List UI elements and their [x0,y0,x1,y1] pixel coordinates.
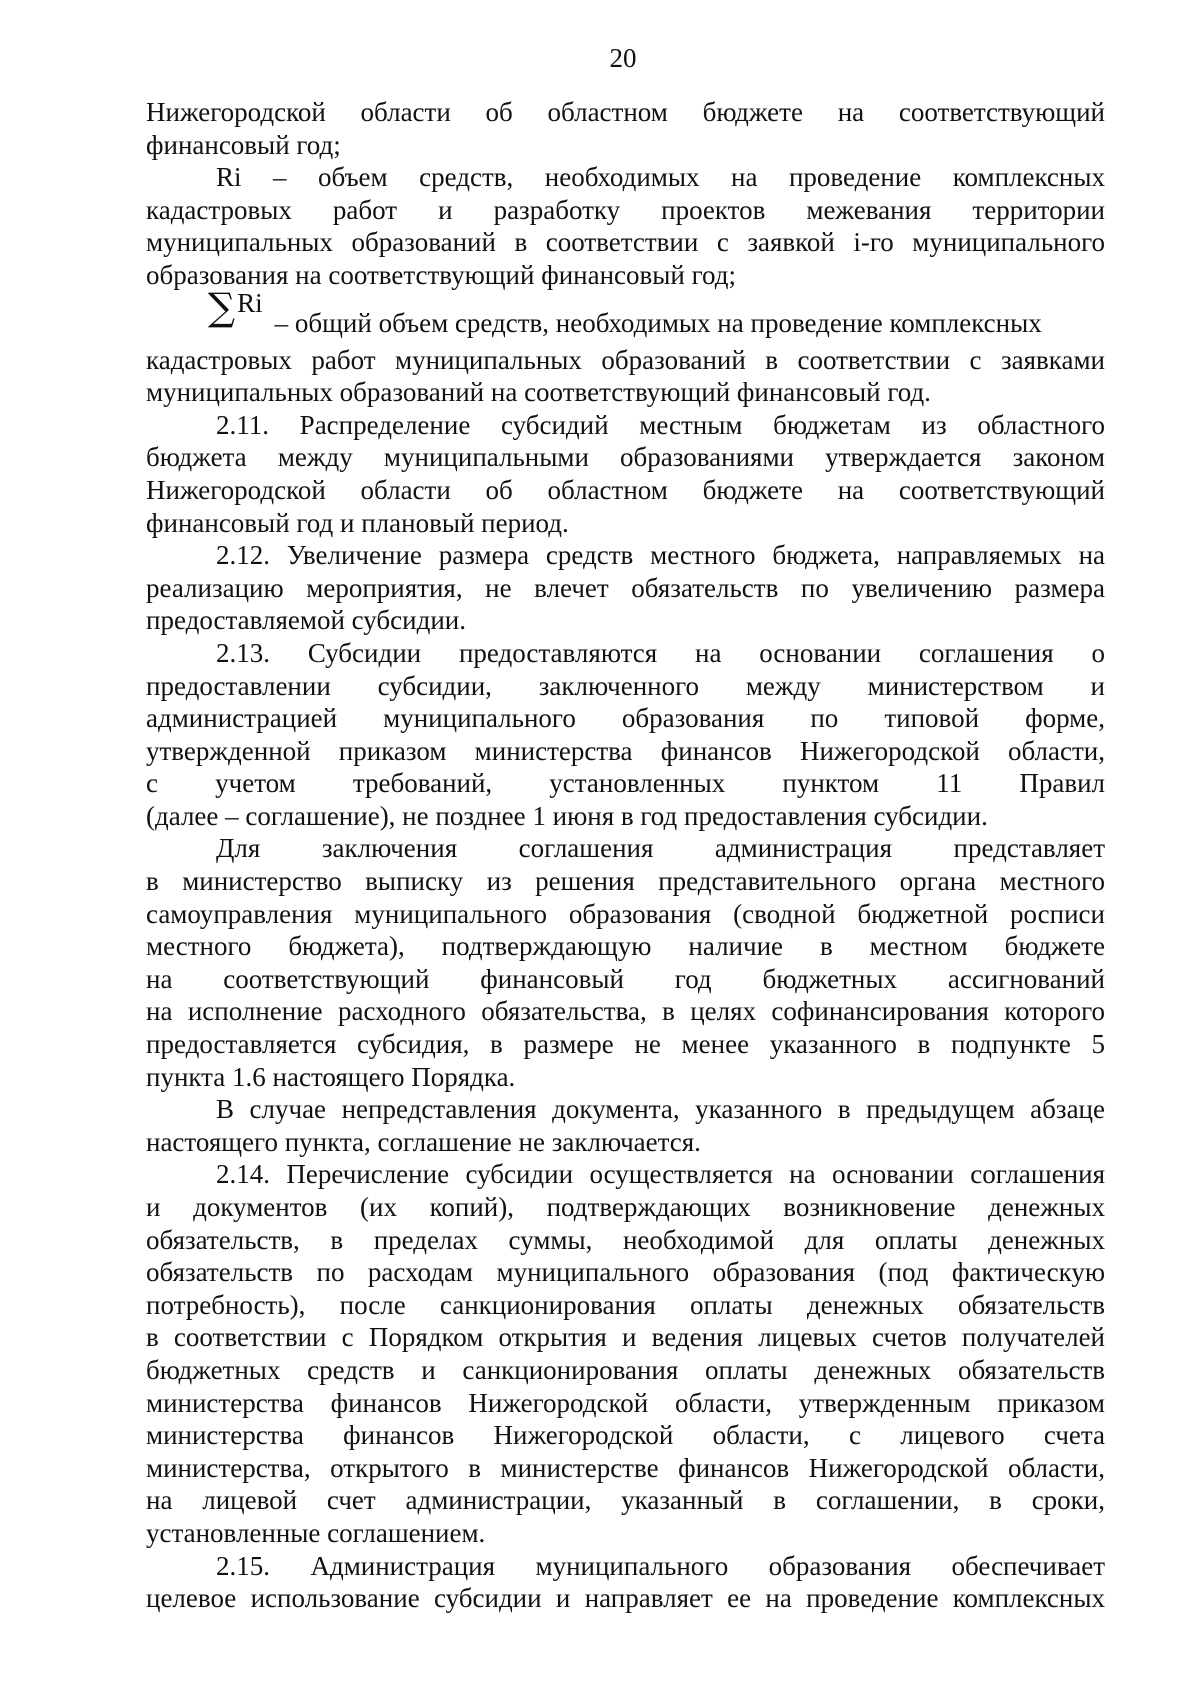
text-line: самоуправления муниципального образования (сводной бюджетной росписи [146,898,1105,929]
text-line: утвержденной приказом министерства финансов Нижегородской области, [146,735,1105,766]
text-line: министерства финансов Нижегородской области, утвержденным приказом [146,1387,1105,1418]
sum-formula-text: – общий объем средств, необходимых на проведение комплексных [274,307,1042,338]
text-line: финансовый год; [146,129,341,160]
text-line: местного бюджета), подтверждающую наличие в местном бюджете [146,931,1105,962]
text-line: Ri – объем средств, необходимых на проведение комплексных [216,162,1105,193]
text-line: настоящего пункта, соглашение не заключается. [146,1126,701,1157]
text-line: 2.12. Увеличение размера средств местного бюджета, направляемых на [216,540,1105,571]
sum-subscript: Ri [237,287,263,318]
text-line: кадастровых работ и разработку проектов межевания территории [146,194,1105,225]
text-line: министерства финансов Нижегородской области, с лицевого счета [146,1420,1105,1451]
text-line: целевое использование субсидии и направляет ее на проведение комплексных [146,1583,1105,1614]
sum-formula-line [146,284,1105,344]
text-line: предоставлении субсидии, заключенного между министерством и [146,670,1105,701]
text-line: (далее – соглашение), не позднее 1 июня в год предоставления субсидии. [146,800,988,831]
text-line: 2.11. Распределение субсидий местным бюджетам из областного [216,409,1105,440]
document-body [146,96,1105,1615]
text-line: 2.13. Субсидии предоставляются на основании соглашения о [216,637,1105,668]
text-line: Нижегородской области об областном бюджете на соответствующий [146,97,1105,127]
text-line: бюджетных средств и санкционирования оплаты денежных обязательств [146,1354,1105,1385]
text-line: с учетом требований, установленных пунктом 11 Правил [146,768,1105,799]
text-line: на лицевой счет администрации, указанный в соглашении, в сроки, [146,1485,1105,1516]
text-line: на исполнение расходного обязательства, в целях софинансирования которого [146,996,1105,1027]
text-line: муниципальных образований в соответствии с заявкой i-го муниципального [146,227,1105,258]
text-line: кадастровых работ муниципальных образований в соответствии с заявками [146,344,1105,375]
text-line: муниципальных образований на соответствующий финансовый год. [146,377,931,408]
page-number: 20 [609,43,637,73]
text-line: на соответствующий финансовый год бюджетных ассигнований [146,963,1105,994]
text-line: 2.14. Перечисление субсидии осуществляется на основании соглашения [216,1159,1105,1190]
text-line: потребность), после санкционирования оплаты денежных обязательств [146,1289,1105,1320]
text-line: образования на соответствующий финансовый год; [146,259,736,290]
text-line: министерства, открытого в министерстве финансов Нижегородской области, [146,1452,1105,1483]
text-line: финансовый год и плановый период. [146,507,569,538]
text-line: администрацией муниципального образования по типовой форме, [146,703,1105,734]
text-line: обязательств, в пределах суммы, необходимой для оплаты денежных [146,1224,1105,1255]
text-line: Для заключения соглашения администрация представляет [216,833,1105,864]
text-line: обязательств по расходам муниципального образования (под фактическую [146,1257,1105,1288]
text-line: Нижегородской области об областном бюджете на соответствующий [146,474,1105,505]
text-line: в министерство выписку из решения представительного органа местного [146,866,1105,897]
text-line: В случае непредставления документа, указанного в предыдущем абзаце [216,1094,1105,1125]
sum-symbol: ∑ [208,284,236,329]
text-line: бюджета между муниципальными образованиями утверждается законом [146,442,1105,473]
text-line: реализацию мероприятия, не влечет обязательств по увеличению размера [146,572,1105,603]
text-line: пункта 1.6 настоящего Порядка. [146,1061,516,1092]
text-line: предоставляемой субсидии. [146,605,466,636]
text-line: установленные соглашением. [146,1517,486,1548]
text-line: предоставляется субсидия, в размере не менее указанного в подпункте 5 [146,1029,1105,1060]
text-line: в соответствии с Порядком открытия и ведения лицевых счетов получателей [146,1322,1105,1353]
text-line: и документов (их копий), подтверждающих возникновение денежных [146,1192,1105,1222]
text-line: 2.15. Администрация муниципального образования обеспечивает [216,1550,1105,1581]
